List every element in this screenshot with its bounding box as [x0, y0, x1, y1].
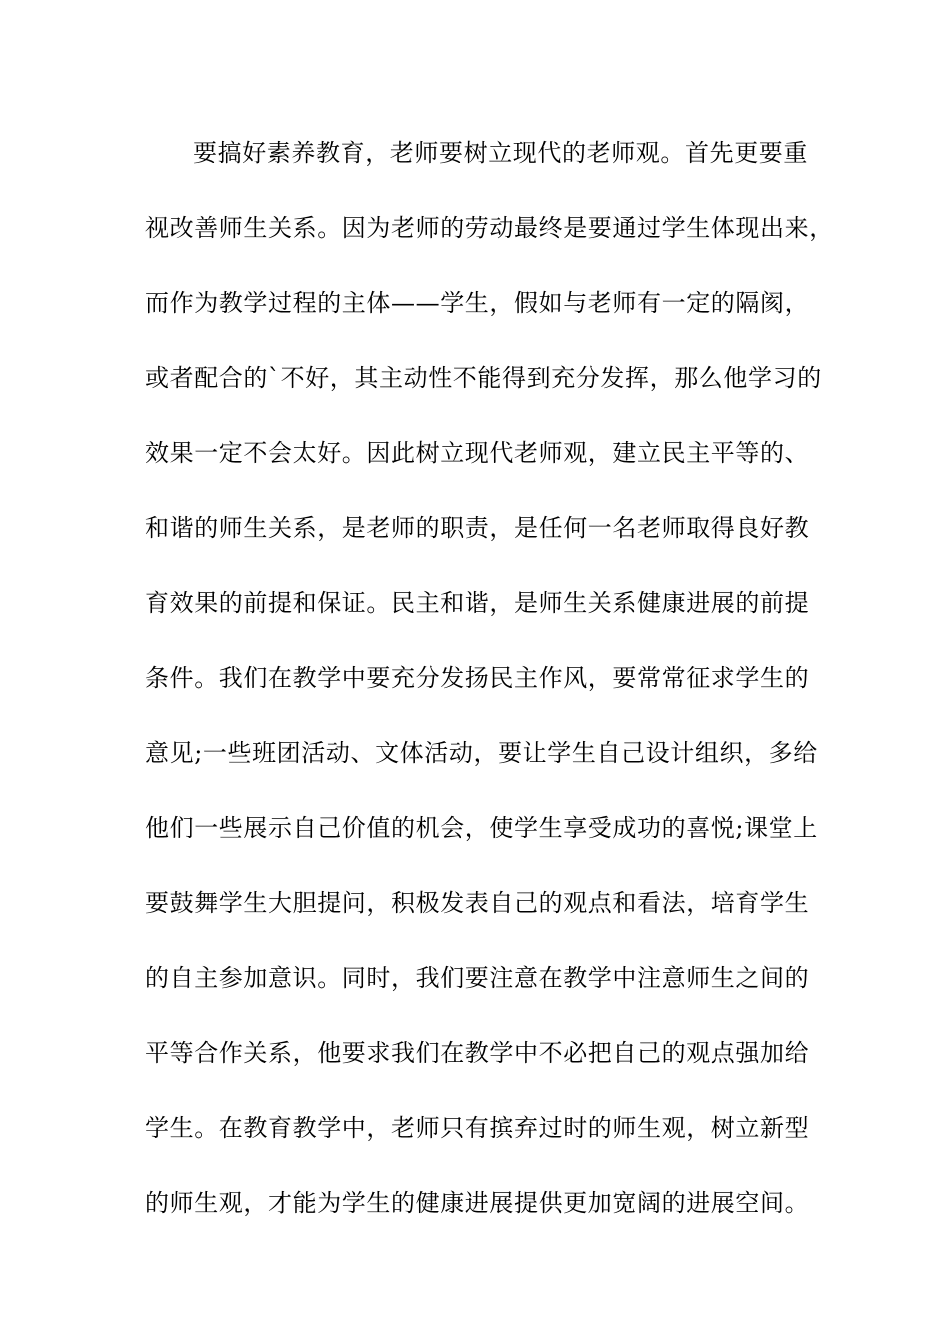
- paragraph-line: 或者配合的`不好，其主动性不能得到充分发挥，那么他学习的: [145, 364, 822, 392]
- paragraph-line: 而作为教学过程的主体——学生，假如与老师有一定的隔阂，: [145, 289, 810, 317]
- paragraph-line: 效果一定不会太好。因此树立现代老师观，建立民主平等的、: [145, 439, 810, 467]
- paragraph-line: 平等合作关系，他要求我们在教学中不必把自己的观点强加给: [145, 1039, 810, 1067]
- paragraph-line: 的自主参加意识。同时，我们要注意在教学中注意师生之间的: [145, 964, 810, 992]
- paragraph-line: 育效果的前提和保证。民主和谐，是师生关系健康进展的前提: [145, 589, 810, 617]
- paragraph-line: 要鼓舞学生大胆提问，积极发表自己的观点和看法，培育学生: [145, 889, 810, 917]
- paragraph-line: 视改善师生关系。因为老师的劳动最终是要通过学生体现出来，: [145, 214, 834, 242]
- paragraph-line: 的师生观，才能为学生的健康进展提供更加宽阔的进展空间。: [145, 1189, 810, 1217]
- paragraph-line: 学生。在教育教学中，老师只有摈弃过时的师生观，树立新型: [145, 1114, 810, 1142]
- paragraph-line: 和谐的师生关系，是老师的职责，是任何一名老师取得良好教: [145, 514, 810, 542]
- paragraph-line: 意见;一些班团活动、文体活动，要让学生自己设计组织，多给: [145, 739, 818, 767]
- paragraph-line: 他们一些展示自己价值的机会，使学生享受成功的喜悦;课堂上: [145, 814, 818, 842]
- paragraph-line: 要搞好素养教育，老师要树立现代的老师观。首先更要重: [193, 139, 808, 167]
- body-paragraph: [145, 130, 834, 1255]
- paragraph-line: 条件。我们在教学中要充分发扬民主作风，要常常征求学生的: [145, 664, 810, 692]
